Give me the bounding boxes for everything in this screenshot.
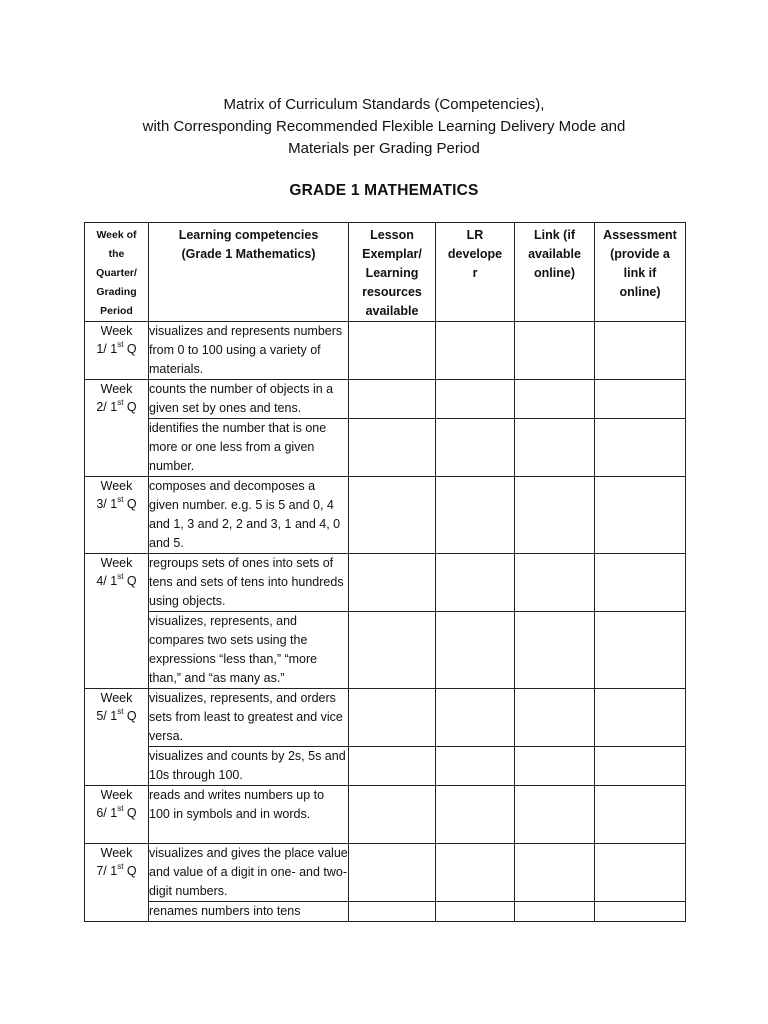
week-cell: Week 6/ 1st Q bbox=[85, 786, 149, 844]
link-cell[interactable] bbox=[515, 844, 595, 902]
link-cell[interactable] bbox=[515, 612, 595, 689]
subject-heading: GRADE 1 MATHEMATICS bbox=[289, 182, 479, 199]
lr-cell[interactable] bbox=[436, 477, 515, 554]
assessment-cell[interactable] bbox=[595, 419, 686, 477]
link-cell[interactable] bbox=[515, 689, 595, 747]
lr-cell[interactable] bbox=[436, 747, 515, 786]
lesson-cell[interactable] bbox=[349, 844, 436, 902]
lesson-cell[interactable] bbox=[349, 419, 436, 477]
table-row bbox=[85, 554, 686, 612]
lr-cell[interactable] bbox=[436, 380, 515, 419]
header-lr-developer: LR develope r bbox=[436, 223, 515, 322]
competency-cell: reads and writes numbers up to 100 in symbols and in words. bbox=[149, 786, 349, 844]
lesson-cell[interactable] bbox=[349, 554, 436, 612]
link-cell[interactable] bbox=[515, 902, 595, 922]
table-row bbox=[85, 902, 686, 922]
table-row bbox=[85, 380, 686, 419]
link-cell[interactable] bbox=[515, 419, 595, 477]
table-row bbox=[85, 689, 686, 747]
competency-cell: visualizes and represents numbers from 0 to 100 using a variety of materials. bbox=[149, 322, 349, 380]
header-competencies: Learning competencies (Grade 1 Mathematics) bbox=[149, 223, 349, 322]
week-cell: Week 5/ 1st Q bbox=[85, 689, 149, 786]
lr-cell[interactable] bbox=[436, 689, 515, 747]
table-row bbox=[85, 322, 686, 380]
header-link: Link (if available online) bbox=[515, 223, 595, 322]
assessment-cell[interactable] bbox=[595, 477, 686, 554]
assessment-cell[interactable] bbox=[595, 322, 686, 380]
table-row bbox=[85, 844, 686, 902]
lesson-cell[interactable] bbox=[349, 477, 436, 554]
lesson-cell[interactable] bbox=[349, 689, 436, 747]
week-cell: Week 3/ 1st Q bbox=[85, 477, 149, 554]
link-cell[interactable] bbox=[515, 322, 595, 380]
lesson-cell[interactable] bbox=[349, 902, 436, 922]
link-cell[interactable] bbox=[515, 380, 595, 419]
assessment-cell[interactable] bbox=[595, 844, 686, 902]
lr-cell[interactable] bbox=[436, 322, 515, 380]
assessment-cell[interactable] bbox=[595, 554, 686, 612]
week-cell: Week 4/ 1st Q bbox=[85, 554, 149, 689]
header-week: Week of the Quarter/ Grading Period bbox=[85, 223, 149, 322]
assessment-cell[interactable] bbox=[595, 380, 686, 419]
assessment-cell[interactable] bbox=[595, 786, 686, 844]
lr-cell[interactable] bbox=[436, 786, 515, 844]
week-cell: Week 1/ 1st Q bbox=[85, 322, 149, 380]
title-line-3: Materials per Grading Period bbox=[288, 140, 480, 157]
table-row bbox=[85, 477, 686, 554]
lr-cell[interactable] bbox=[436, 902, 515, 922]
lesson-cell[interactable] bbox=[349, 612, 436, 689]
lesson-cell[interactable] bbox=[349, 786, 436, 844]
competency-cell: identifies the number that is one more or one less from a given number. bbox=[149, 419, 349, 477]
competency-cell: visualizes, represents, and orders sets from least to greatest and vice versa. bbox=[149, 689, 349, 747]
table-row bbox=[85, 747, 686, 786]
header-assessment: Assessment (provide a link if online) bbox=[595, 223, 686, 322]
assessment-cell[interactable] bbox=[595, 902, 686, 922]
header-lesson-exemplar: Lesson Exemplar/ Learning resources available bbox=[349, 223, 436, 322]
competency-matrix-table bbox=[84, 222, 686, 922]
link-cell[interactable] bbox=[515, 477, 595, 554]
competency-cell: visualizes, represents, and compares two sets using the expressions “less than,” “more than,” and “as many as.” bbox=[149, 612, 349, 689]
lesson-cell[interactable] bbox=[349, 380, 436, 419]
competency-cell: visualizes and counts by 2s, 5s and 10s through 100. bbox=[149, 747, 349, 786]
link-cell[interactable] bbox=[515, 786, 595, 844]
lr-cell[interactable] bbox=[436, 844, 515, 902]
assessment-cell[interactable] bbox=[595, 689, 686, 747]
title-line-2: with Corresponding Recommended Flexible Learning Delivery Mode and bbox=[142, 118, 626, 135]
lesson-cell[interactable] bbox=[349, 322, 436, 380]
link-cell[interactable] bbox=[515, 554, 595, 612]
title-line-1: Matrix of Curriculum Standards (Competencies), bbox=[223, 96, 545, 113]
link-cell[interactable] bbox=[515, 747, 595, 786]
competency-cell: renames numbers into tens bbox=[149, 902, 349, 922]
competency-cell: regroups sets of ones into sets of tens and sets of tens into hundreds using objects. bbox=[149, 554, 349, 612]
lr-cell[interactable] bbox=[436, 554, 515, 612]
lesson-cell[interactable] bbox=[349, 747, 436, 786]
assessment-cell[interactable] bbox=[595, 612, 686, 689]
competency-cell: composes and decomposes a given number. e.g. 5 is 5 and 0, 4 and 1, 3 and 2, 2 and 3, 1 and 4, 0 and 5. bbox=[149, 477, 349, 554]
lr-cell[interactable] bbox=[436, 612, 515, 689]
header-row bbox=[85, 223, 686, 322]
table-row bbox=[85, 786, 686, 844]
week-cell: Week 7/ 1st Q bbox=[85, 844, 149, 922]
table-row bbox=[85, 419, 686, 477]
lr-cell[interactable] bbox=[436, 419, 515, 477]
page-title bbox=[0, 94, 768, 160]
week-cell: Week 2/ 1st Q bbox=[85, 380, 149, 477]
assessment-cell[interactable] bbox=[595, 747, 686, 786]
table-row bbox=[85, 612, 686, 689]
competency-cell: visualizes and gives the place value and value of a digit in one- and two-digit numbers. bbox=[149, 844, 349, 902]
competency-cell: counts the number of objects in a given set by ones and tens. bbox=[149, 380, 349, 419]
